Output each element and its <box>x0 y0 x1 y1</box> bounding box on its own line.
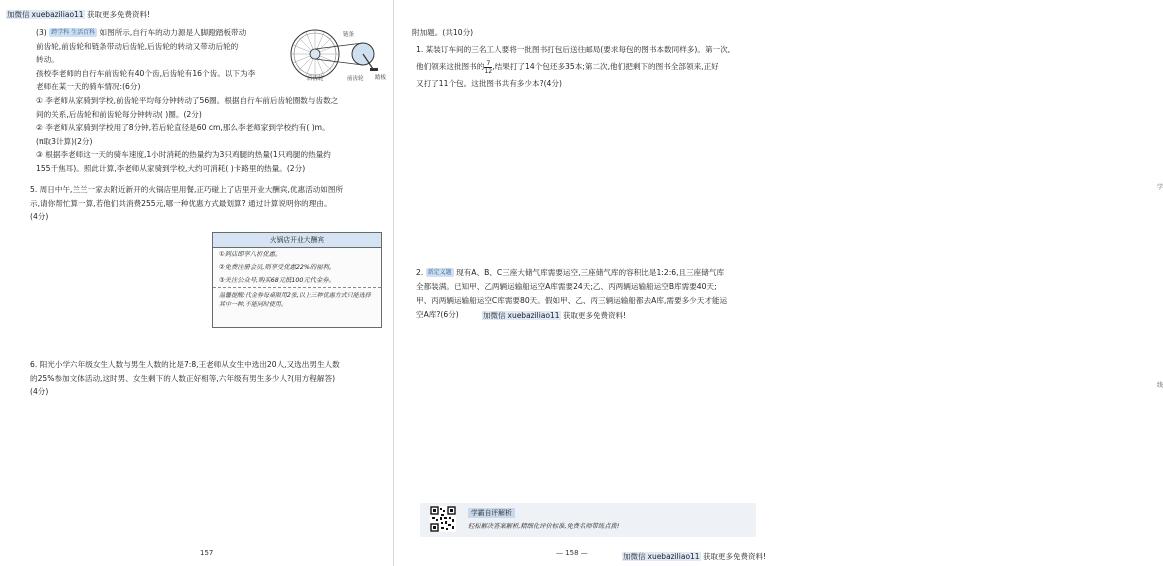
promotion-option-1: ①到店即享八折优惠。 <box>219 251 282 258</box>
question-text: 老师在某一天的骑车情况:(6分) <box>36 82 141 91</box>
subquestion-1-text: 间的关系,后齿轮和前齿轮每分钟转动( )圈。(2分) <box>36 109 202 119</box>
question-number: (3) <box>36 28 47 37</box>
question-text: 5. 周日中午,兰兰一家去附近新开的火锅店里用餐,正巧碰上了店里开业大酬宾,优惠活动如图所 <box>30 185 344 194</box>
promotion-title: 火锅店开业大酬宾 <box>213 233 381 248</box>
question-text: 的25%参加文体活动,这时男、女生剩下的人数正好相等,六年级有男生多少人?(用方程解答) <box>30 373 336 383</box>
question-text: 1. 某装订车间的三名工人要将一批图书打包后送往邮局(要求每包的图书本数同样多)。第一次, <box>416 45 731 54</box>
promotion-option-2: ②免费注册会员,则享受优惠22%的福利。 <box>219 264 336 271</box>
question-5 <box>30 183 388 224</box>
watermark-suffix: 获取更多免费资料! <box>700 552 766 561</box>
fraction-denominator: 12 <box>484 67 493 75</box>
watermark-top <box>6 9 150 20</box>
question-6 <box>30 358 388 399</box>
label-rear-gear: 后齿轮 <box>307 76 324 82</box>
question-text: 又打了11个包。这批图书共有多少本?(4分) <box>416 79 562 88</box>
left-page <box>0 0 395 566</box>
question-text: 6. 阳光小学六年级女生人数与男生人数的比是7:8,王老师从女生中选出20人,又选出男生人数 <box>30 360 340 369</box>
watermark-mid <box>482 310 626 321</box>
binding-margin-label: 线 <box>1157 382 1163 389</box>
page-number-right: — 158 — <box>556 549 588 557</box>
question-text: 前齿轮,前齿轮和链条带动后齿轮,后齿轮的转动又带动后轮的 <box>36 41 239 51</box>
subquestion-1-text: ① 李老师从家骑到学校,前齿轮平均每分钟转动了56圈。根据自行车前后齿轮圈数与齿数之 <box>36 96 339 105</box>
bonus-question-1 <box>416 41 784 92</box>
question-tag: 新定义题 <box>427 269 452 276</box>
question-text: 转动。 <box>36 55 59 64</box>
label-chain: 链条 <box>343 32 355 38</box>
question-text: 如图所示,自行车的动力源是人脚蹬踏板带动 <box>97 28 247 37</box>
question-text: 孩校李老师的自行车前齿轮有40个齿,后齿轮有16个齿。以下为李 <box>36 68 256 78</box>
right-page <box>396 0 1163 566</box>
section-title: 附加题。(共10分) <box>412 28 474 37</box>
question-text: (4分) <box>30 387 49 396</box>
question-tag: 跨学科 生活百科 <box>51 29 96 36</box>
self-review-text: 轻松解决答案解析,精细化评价标准,免费名师带练点拨! <box>468 523 620 530</box>
question-text: 他们领来这批图书的 <box>416 62 485 71</box>
hotpot-promotion-box <box>212 232 382 328</box>
watermark-id: xuebaziliao11 <box>507 311 560 320</box>
page-number-left: 157 <box>200 549 214 557</box>
watermark-prefix: 加微信 <box>7 10 30 19</box>
watermark-prefix: 加微信 <box>483 311 506 320</box>
watermark-id: xuebaziliao11 <box>31 10 84 19</box>
question-text: 甲、丙两辆运输船运空C库需要80天。假如甲、乙、丙三辆运输船都去A库,需要多少天才能运 <box>416 296 728 305</box>
page-divider <box>393 0 394 566</box>
watermark-suffix: 获取更多免费资料! <box>84 10 150 19</box>
fraction-numerator: 7 <box>486 59 491 67</box>
question-text: 空A库?(6分) <box>416 310 459 319</box>
watermark-id: xuebaziliao11 <box>647 552 700 561</box>
subquestion-2-text: ② 李老师从家骑到学校用了8分钟,若后轮直径是60 cm,那么李老师家到学校约有( )m。 <box>36 123 330 132</box>
self-review-title: 学霸自评解析 <box>468 508 515 518</box>
question-text: 现有A、B、C三座大储气库需要运空,三座储气库的容积比是1:2:6,且三座储气库 <box>453 268 725 277</box>
question-3-intro <box>36 26 286 94</box>
question-number: 2. <box>416 268 424 277</box>
self-review-banner <box>420 503 756 537</box>
binding-margin-label: 学 <box>1157 184 1163 191</box>
subquestion-3-text: 155千焦耳)。照此计算,李老师从家骑到学校,大约可消耗( )卡路里的热量。(2分) <box>36 163 306 173</box>
watermark-prefix: 加微信 <box>623 552 646 561</box>
subquestion-3-text: ③ 根据李老师这一天的骑车速度,1小时消耗的热量约为3只鸡腿的热量(1只鸡腿的热量约 <box>36 150 331 159</box>
watermark-bottom <box>622 551 766 562</box>
question-3-subquestions <box>36 94 388 175</box>
question-text: 示,请你帮忙算一算,若他们共消费255元,哪一种优惠方式最划算? 通过计算说明你的理由。 <box>30 198 332 208</box>
label-pedal: 踏板 <box>375 75 387 81</box>
question-text: (4分) <box>30 212 49 221</box>
watermark-suffix: 获取更多免费资料! <box>560 311 626 320</box>
subquestion-2-text: (π取3计算)(2分) <box>36 136 93 146</box>
question-text: ,结果打了14个包还多35本;第二次,他们把剩下的图书全部领来,正好 <box>492 62 719 71</box>
question-text: 全都装满。已知甲、乙两辆运输船运空A库需要24天;乙、丙两辆运输船运空B库需要40天; <box>416 282 717 291</box>
bonus-section-title <box>412 26 782 40</box>
qr-code-icon[interactable] <box>430 506 456 532</box>
bicycle-gear-diagram <box>285 27 390 82</box>
promotion-option-3: ③关注公众号,购买68元抵100元代金券。 <box>219 277 335 284</box>
promotion-note: 温馨提醒:代金券每桌限用2张,以上三种优惠方式只能选择其中一种,不能同时使用。 <box>213 287 381 312</box>
label-front-gear: 前齿轮 <box>347 76 364 82</box>
